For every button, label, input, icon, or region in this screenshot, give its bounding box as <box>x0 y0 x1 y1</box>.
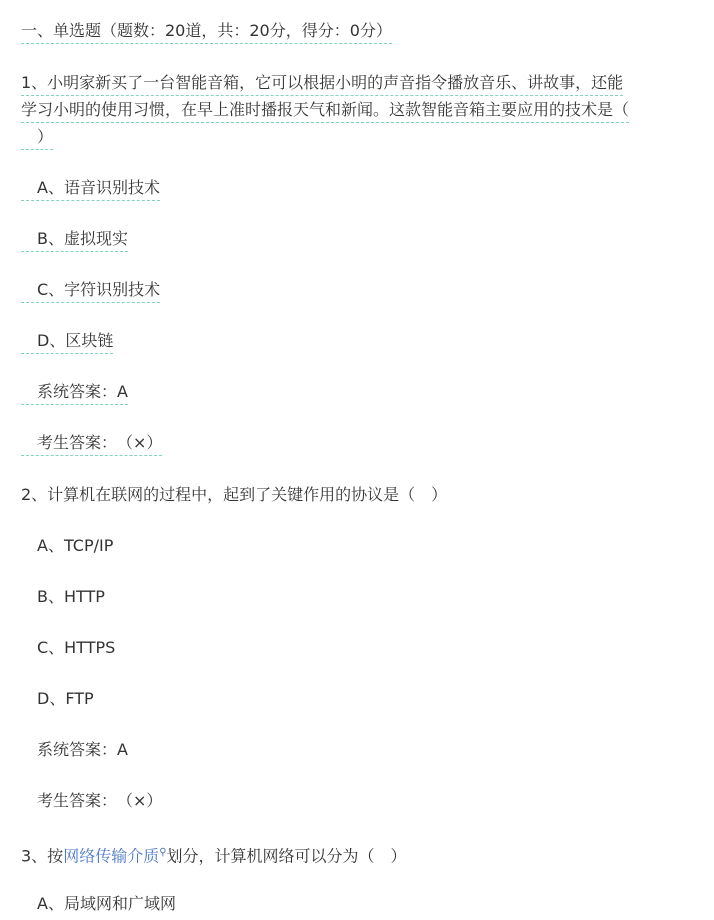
question-2-student-answer: 考生答案： （×） <box>37 791 163 810</box>
question-3-stem-prefix: 3、按 <box>21 846 64 866</box>
question-1-system-answer: 系统答案：A <box>21 381 128 403</box>
question-2-option-c: C、HTTPS <box>37 638 116 657</box>
question-1-option-a: A、语音识别技术 <box>21 177 160 199</box>
question-2-option-b: B、HTTP <box>37 587 105 606</box>
search-icon[interactable]: ⚲ <box>159 847 167 858</box>
question-2-option-a: A、TCP/IP <box>37 536 114 555</box>
question-1-student-answer: 考生答案： （×） <box>21 432 162 454</box>
question-1-stem-line3: ） <box>21 126 53 148</box>
section-heading <box>21 20 392 42</box>
question-2-system-answer: 系统答案：A <box>37 740 128 759</box>
question-1-stem-line2: 学习小明的使用习惯，在早上准时播报天气和新闻。这款智能音箱主要应用的技术是（ <box>21 99 629 121</box>
section-heading-text: 一、单选题（题数：20道，共：20分，得分：0分） <box>21 21 392 44</box>
question-3-option-a: A、局域网和广域网 <box>37 894 176 913</box>
question-1-option-d: D、区块链 <box>21 330 113 352</box>
question-1-option-c: C、字符识别技术 <box>21 279 160 301</box>
question-2-stem: 2、计算机在联网的过程中，起到了关键作用的协议是（ ） <box>21 485 448 504</box>
question-3-stem <box>21 842 407 867</box>
question-3-keyword-link[interactable]: 网络传输介质 <box>63 846 160 866</box>
question-2-option-d: D、FTP <box>37 689 94 708</box>
question-1-option-b: B、虚拟现实 <box>21 228 128 250</box>
question-3-stem-suffix: 划分，计算机网络可以分为（ ） <box>166 846 407 866</box>
question-1-stem-line1: 1、小明家新买了一台智能音箱，它可以根据小明的声音指令播放音乐、讲故事，还能 <box>21 72 623 94</box>
